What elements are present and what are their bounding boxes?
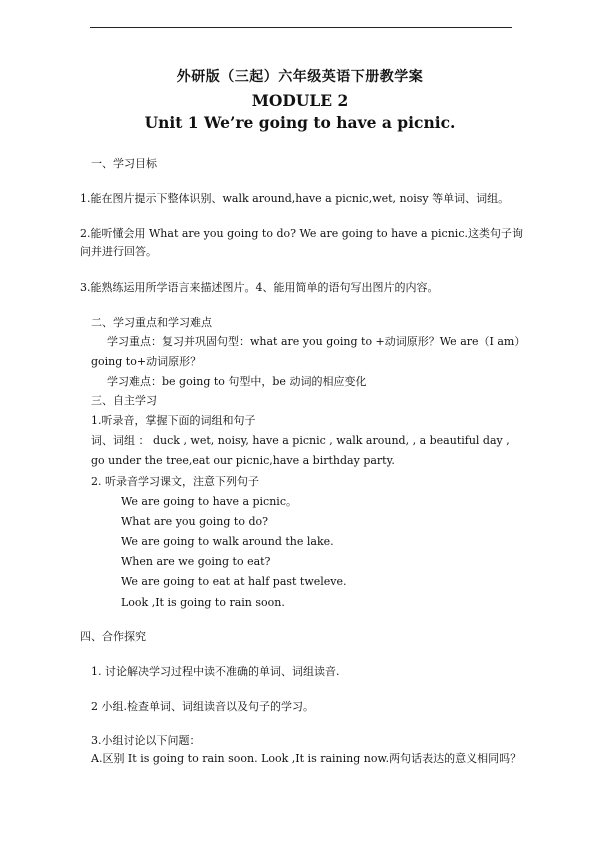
module-title: MODULE 2 <box>251 91 349 110</box>
sentence: Look ,It is going to rain soon. <box>121 596 285 609</box>
section-2-heading: 二、学习重点和学习难点 <box>91 316 212 329</box>
sentence: We are going to have a picnic。 <box>121 495 297 508</box>
explore-item-1: 1. 讨论解决学习过程中读不准确的单词、词组读音. <box>91 665 340 678</box>
section-3-heading: 三、自主学习 <box>91 394 157 407</box>
objective-2-line-2: 问并进行回答。 <box>80 245 157 258</box>
focus-line-2: going to+动词原形？ <box>91 355 202 368</box>
header-rule <box>90 27 512 28</box>
sentence: When are we going to eat? <box>121 555 271 568</box>
section-1-heading: 一、学习目标 <box>91 157 157 170</box>
explore-item-2: 2 小组.检查单词、词组读音以及句子的学习。 <box>91 700 314 713</box>
unit-title: Unit 1 We’re going to have a picnic. <box>144 113 456 132</box>
sentence: We are going to walk around the lake. <box>121 535 334 548</box>
self-study-item-1: 1.听录音，掌握下面的词组和句子 <box>91 414 256 427</box>
objective-1: 1.能在图片提示下整体识别、walk around,have a picnic,wet, noisy 等单词、词组。 <box>80 192 510 205</box>
objective-2-line-1: 2.能听懂会用 What are you going to do? We are going to have a picnic.这类句子询 <box>80 227 523 240</box>
self-study-item-2: 2. 听录音学习课文，注意下列句子 <box>91 475 259 488</box>
sentence: We are going to eat at half past tweleve. <box>121 575 347 588</box>
explore-item-3: 3.小组讨论以下问题： <box>91 734 201 747</box>
explore-item-a: A.区别 It is going to rain soon. Look ,It is raining now.两句话表达的意义相同吗？ <box>91 752 522 765</box>
focus-line-1: 学习重点：复习并巩固句型：what are you going to +动词原形？We are（I am） <box>107 335 526 348</box>
words-line-2: go under the tree,eat our picnic,have a birthday party. <box>91 454 395 467</box>
sentence: What are you going to do? <box>121 515 269 528</box>
difficulty-line: 学习难点：be going to 句型中，be 动词的相应变化 <box>107 375 367 388</box>
words-line-1: 词、词组 ： duck , wet, noisy, have a picnic , walk around, , a beautiful day , <box>91 434 510 447</box>
objective-3: 3.能熟练运用所学语言来描述图片。4、能用简单的语句写出图片的内容。 <box>80 281 439 294</box>
section-4-heading: 四、合作探究 <box>80 630 146 643</box>
document-title: 外研版（三起）六年级英语下册教学案 <box>176 69 424 85</box>
